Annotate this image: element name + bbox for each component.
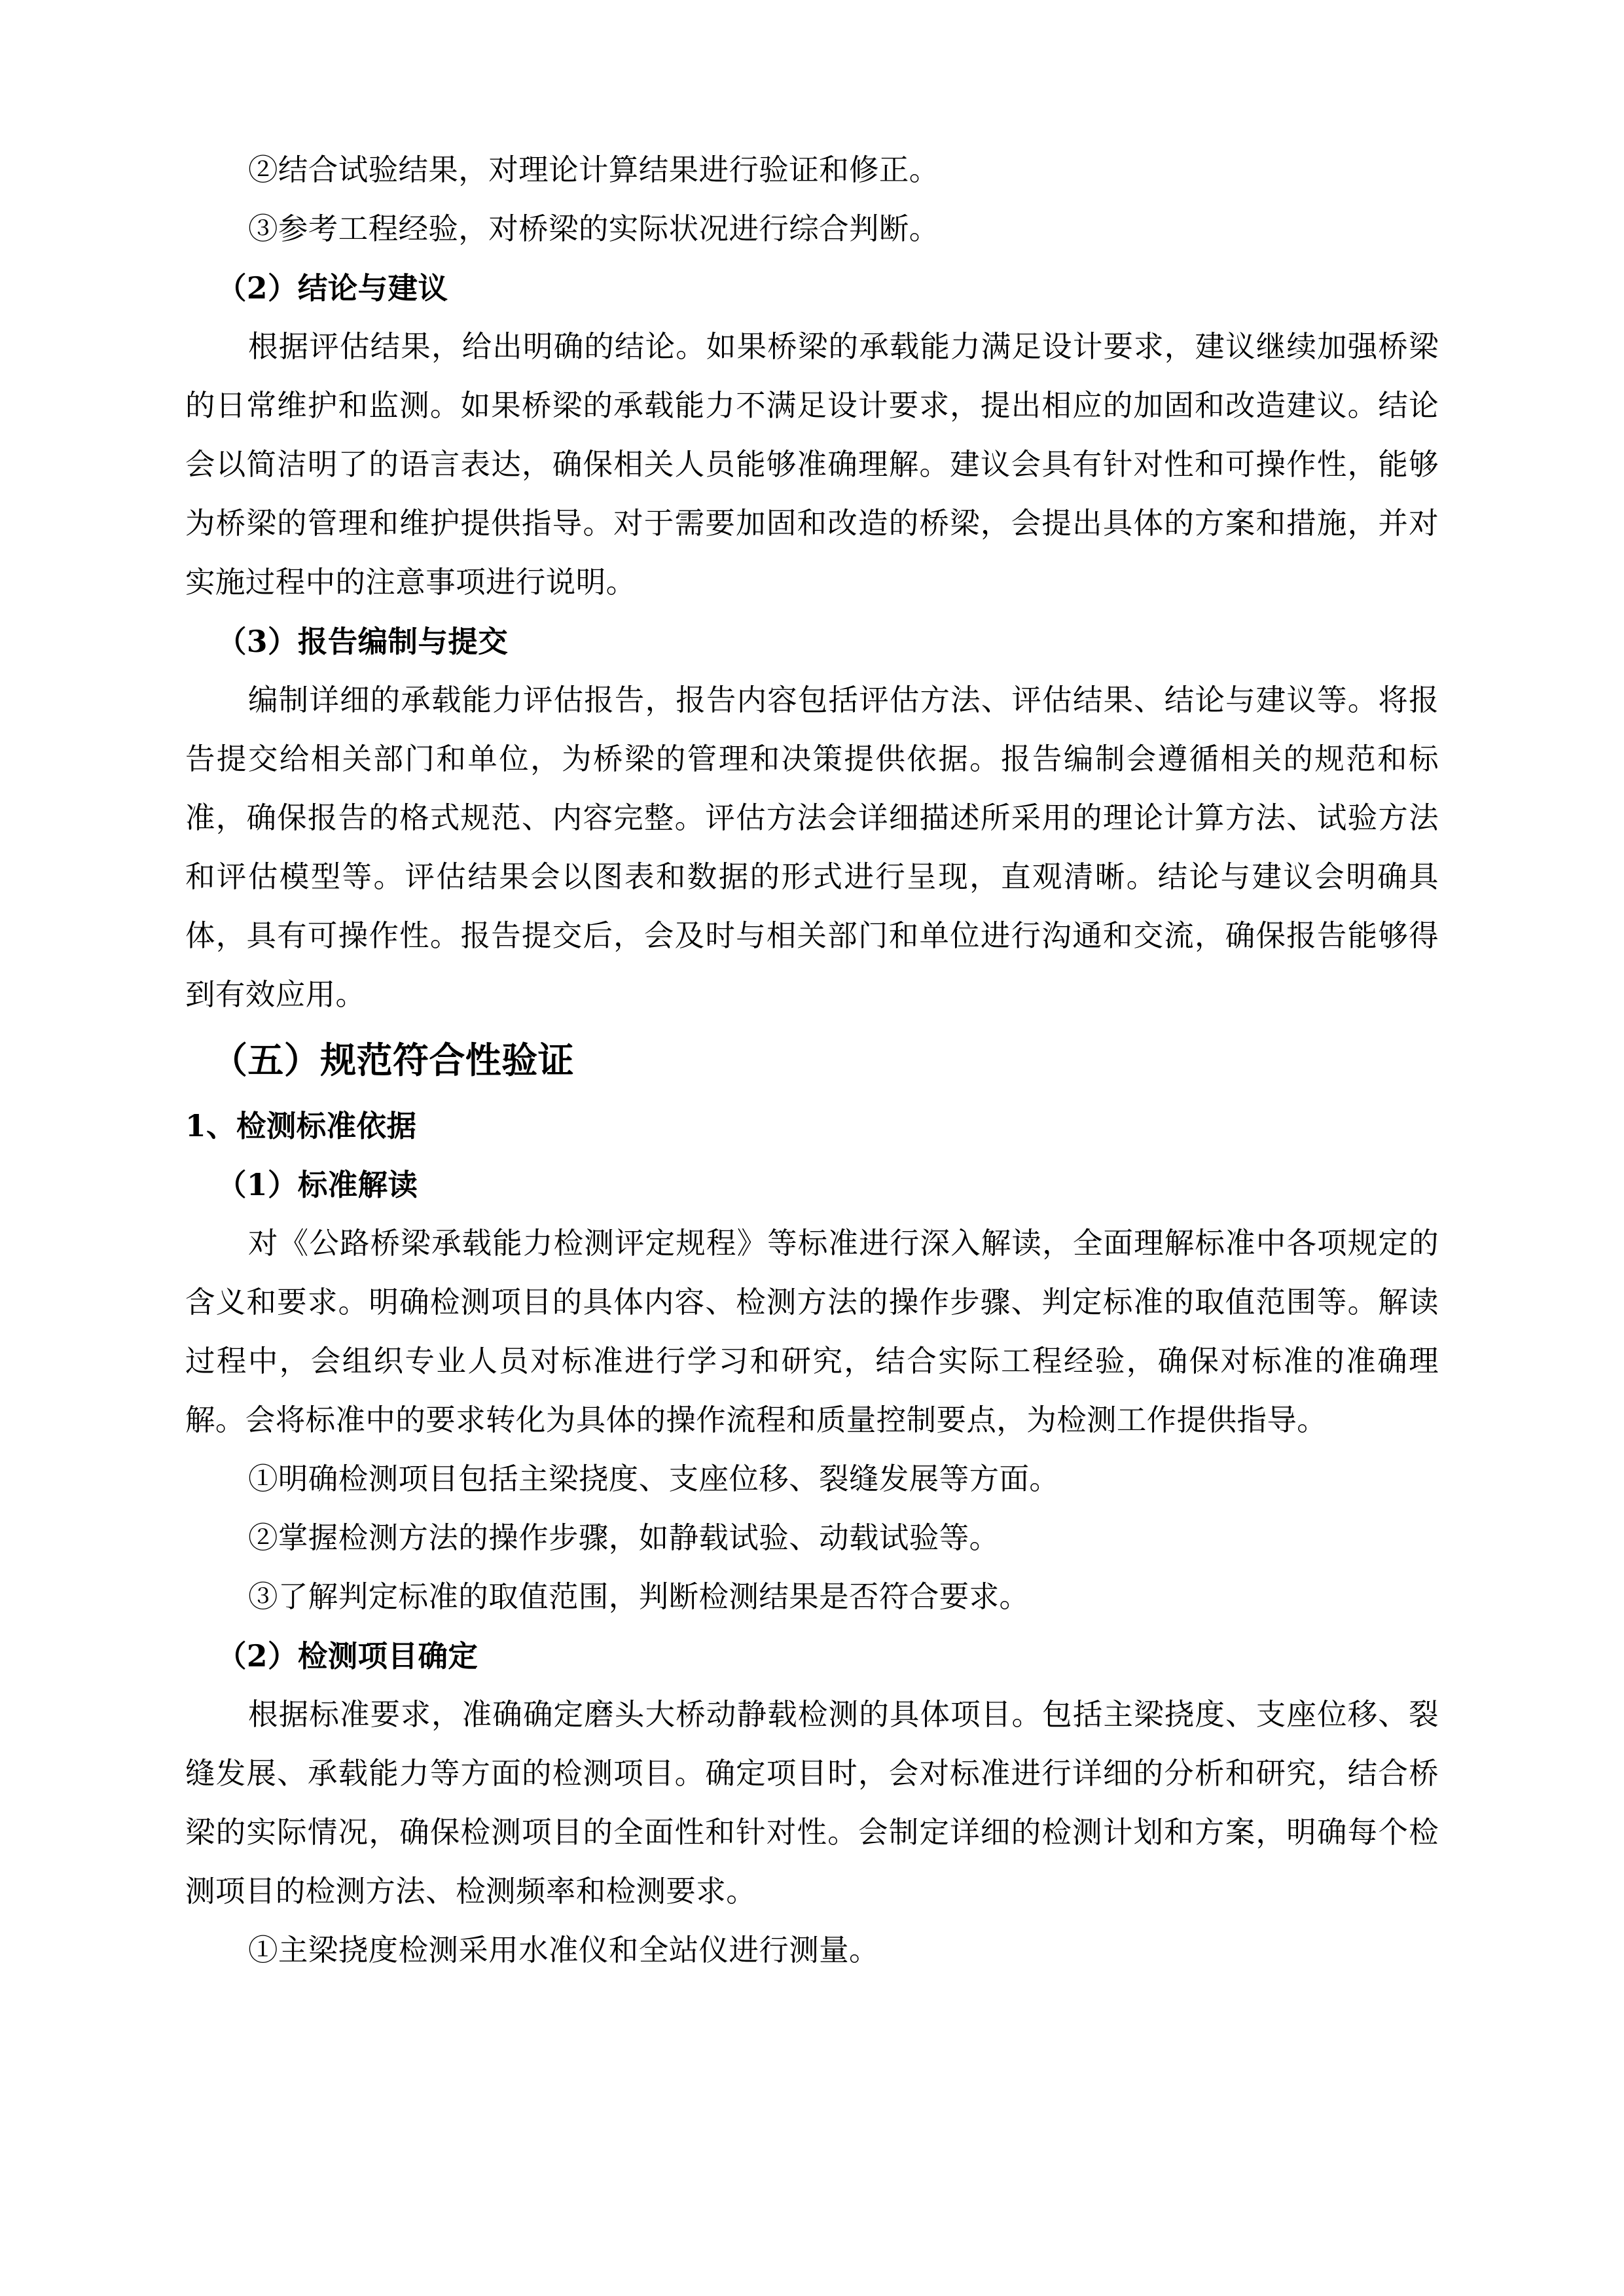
document-body bbox=[185, 141, 1439, 1980]
list-item-reference-engineering-experience: ③参考工程经验，对桥梁的实际状况进行综合判断。 bbox=[248, 211, 939, 246]
heading-standard-interpretation: （1）标准解读 bbox=[217, 1167, 418, 1202]
paragraph-report-preparation-and-submission: 编制详细的承载能力评估报告，报告内容包括评估方法、评估结果、结论与建议等。将报告提交给相关部门和单位，为桥梁的管理和决策提供依据。报告编制会遵循相关的规范和标准，确保报告的格式规范、内容完整。评估方法会详细描述所采用的理论计算方法、试验方法和评估模型等。评估结果会以图表和数据的形式进行呈现，直观清晰。结论与建议会明确具体，具有可操作性。报告提交后，会及时与相关部门和单位进行沟通和交流，确保报告能够得到有效应用。 bbox=[185, 683, 1439, 1012]
paragraph-testing-project-determination: 根据标准要求，准确确定磨头大桥动静载检测的具体项目。包括主梁挠度、支座位移、裂缝发展、承载能力等方面的检测项目。确定项目时，会对标准进行详细的分析和研究，结合桥梁的实际情况，确保检测项目的全面性和针对性。会制定详细的检测计划和方案，明确每个检测项目的检测方法、检测频率和检测要求。 bbox=[185, 1697, 1439, 1909]
list-item-master-testing-method-steps: ②掌握检测方法的操作步骤，如静载试验、动载试验等。 bbox=[248, 1520, 1000, 1555]
list-item-verify-theoretical-results: ②结合试验结果，对理论计算结果进行验证和修正。 bbox=[248, 152, 939, 187]
heading-report-preparation-and-submission: （3）报告编制与提交 bbox=[217, 624, 509, 659]
heading-one-testing-standard-basis: 1、检测标准依据 bbox=[185, 1108, 417, 1143]
heading-section-five-standard-compliance-verification: （五）规范符合性验证 bbox=[211, 1039, 575, 1081]
list-item-clarify-testing-projects: ①明确检测项目包括主梁挠度、支座位移、裂缝发展等方面。 bbox=[248, 1462, 1060, 1496]
list-item-main-girder-deflection-measurement: ①主梁挠度检测采用水准仪和全站仪进行测量。 bbox=[248, 1933, 879, 1967]
paragraph-standard-interpretation: 对《公路桥梁承载能力检测评定规程》等标准进行深入解读，全面理解标准中各项规定的含义和要求。明确检测项目的具体内容、检测方法的操作步骤、判定标准的取值范围等。解读过程中，会组织专业人员对标准进行学习和研究，结合实际工程经验，确保对标准的准确理解。会将标准中的要求转化为具体的操作流程和质量控制要点，为检测工作提供指导。 bbox=[185, 1226, 1439, 1437]
list-item-understand-judgment-criteria-range: ③了解判定标准的取值范围，判断检测结果是否符合要求。 bbox=[248, 1579, 1030, 1614]
heading-conclusion-and-recommendations: （2）结论与建议 bbox=[217, 270, 448, 306]
heading-testing-project-determination: （2）检测项目确定 bbox=[217, 1638, 478, 1674]
paragraph-conclusion-and-recommendations: 根据评估结果，给出明确的结论。如果桥梁的承载能力满足设计要求，建议继续加强桥梁的日常维护和监测。如果桥梁的承载能力不满足设计要求，提出相应的加固和改造建议。结论会以简洁明了的语言表达，确保相关人员能够准确理解。建议会具有针对性和可操作性，能够为桥梁的管理和维护提供指导。对于需要加固和改造的桥梁，会提出具体的方案和措施，并对实施过程中的注意事项进行说明。 bbox=[185, 329, 1439, 600]
